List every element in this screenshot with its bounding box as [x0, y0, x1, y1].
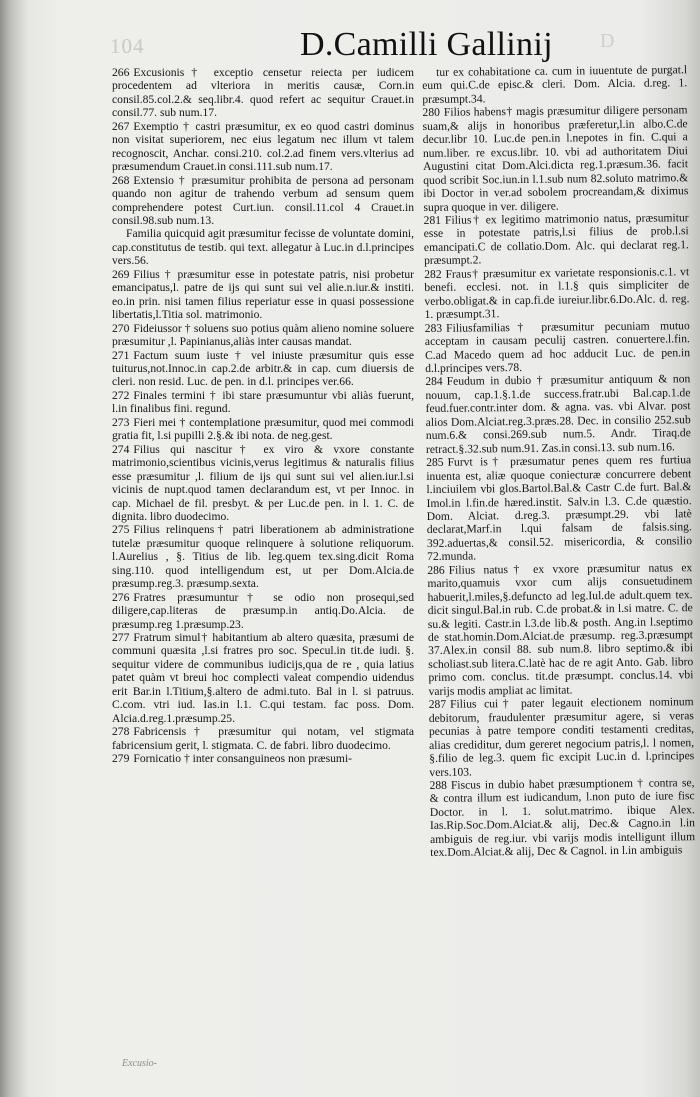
- entry-text: Feudum in dubio † præsumitur antiquum & non nouum, cap.1.§.1.de success.fratr.ubi Bal.cap.1.de feud.fuer.contr.inter dom. & agna. vas. vbi Alvar. post alios Dom.Alciat.reg.3.præs.28. Dec. in consilio 252.sub num.6.& consi.269.sub num.5. Andr. Tiraq.de retract.§.32.sub num.91. Zas.in consi.13. sub num.16.: [425, 372, 691, 456]
- entry-text: Filius † præsumitur esse in potestate patris, nisi probetur emancipatus,l. patre de ijs qui sunt sui vel alie.n.iur.& institi. eo.in prin. nisi tamen filius reperiatur esse in quasi possessione libertatis,l.Titia sol. matrimonio.: [112, 267, 414, 322]
- entry: [424, 211, 690, 268]
- entry: [112, 416, 414, 443]
- entry-text: Filius natus† ex vxore præsumitur natus ex marito,quamuis vxor cum alijs consuetudinem habuerit,l.miles,§.defuncto ad leg.Iul.de adult.quem tex. dicit singul.Bal.in rub. C.de probat.& in l.si matre. C. de su.& legiti. Castr.in l.3.de lib.& posth. Ang.in l.septimo de stat.homin.Dom.Alciat.de præsump. reg.3.præsumpt 37.Alex.in consil 88. sub num.8. libro septimo.& ibi scholiast.sub litera.C.latè hac de re agit Anto. Gab. libro primo com. conclus. tit.de præsumpt. conclus.14. vbi varijs modis ampliat ac limitat.: [427, 560, 694, 698]
- entry-number: 282: [424, 267, 442, 281]
- entry-text: Fideiussor † soluens suo potius quàm alieno nomine soluere præsumitur ,l. Papinianus,aliàs inter causas mandat.: [112, 321, 414, 349]
- entry-text: Filiusfamilias† præsumitur pecuniam mutuo acceptam in causam peculij castren. conuertere.l.fin. C.ad Macedo quem ad hoc adducit Luc. de pen.in d.l.principes vers.78.: [424, 318, 691, 375]
- entry-text: Fiscus in dubio habet præsumptionem † contra se, & contra illum est iudicandum, l.non puto de iure fisc Doctor. in l. 1. solut.matrimo. ibique Alex. Ias.Rip.Soc.Dom.Alciat.& alij, Dec.& Cagno.in l.in ambiguis de reg.iur. vbi varijs modis intelligunt illum tex.Dom.Alciat.& alij, Dec & Cagnol. in l.in ambiguis: [429, 776, 696, 860]
- entry-number: 277: [112, 631, 130, 645]
- show-through-header: D: [600, 30, 615, 52]
- entry-number: 283: [424, 321, 443, 335]
- entry-text: Exemptio † castri præsumitur, ex eo quod castri dominus non visitat superiorem, nec eius legatum nec illum vt talem recognoscit, Anchar. consi.210. col.2.ad finem vers.vlterius ad præsumendum Crauet.in consi.111.sub num.17.: [112, 119, 414, 174]
- entry-text: Filius† ex legitimo matrimonio natus, præsumitur esse in potestate patris,l.si filius de prob.l.si emancipati.C de collatio.Dom. Alc. qui declarat reg.1. præsumpt.2.: [423, 211, 689, 268]
- entry-text: Factum suum iuste † vel iniuste præsumitur quis esse tuiturus,not.Innoc.in cap.2.de arbitr.& in cap. cum diuersis de cleri. non resid. Luc. de pen. in d.l. principes ver.66.: [112, 348, 414, 389]
- entry-number: 278: [112, 725, 130, 739]
- entry-number: 275: [112, 523, 130, 537]
- entry: [112, 120, 414, 174]
- entry: [426, 453, 692, 563]
- entry: [112, 725, 414, 752]
- entry-text: Filius qui nascitur† ex viro & vxore constante matrimonio,scientibus vicinis,verus legitimus & naturalis filius esse præsumitur ,l. filium de ijs qui sunt sui vel alien.iur.l.si vicinis de nupt.quod tamen declarandum est, vt per Innoc. in cap. Michael de fil. presbyt. & per Luc.de pen. in l. 1. C. de dignita. libro duodecimo.: [112, 442, 414, 523]
- entry: [112, 349, 414, 389]
- entry-text: tur ex cohabitatione ca. cum in iuuentute de purgat.l eum qui.C.de episc.& cleri. Dom. Alcia. d.reg. 1. præsumpt.34.: [422, 63, 688, 106]
- entry: [422, 63, 687, 106]
- entry-number: 267: [112, 119, 130, 133]
- entry-text: Filios habens† magis præsumitur diligere personam suam,& alijs in honoribus præferetur,l.in albo.C.de decur.libr 10. Luc.de pen.in l.nepotes in fin. C.qui a num.liber. re excus.libr. 10. vbi ad authoritatem Diui Augustini citat Dom.Alci.dicta reg.1.præsum.36. facit quod scribit Soc.iun.in l.1.sub num 82.soluto matrimo.& ibi Doctor in ver.ad sobolem procreandam,& diximus supra quoque in ver. diligere.: [422, 103, 689, 214]
- entry: [425, 319, 691, 376]
- right-column: [422, 63, 698, 1076]
- entry-number: 281: [423, 213, 442, 227]
- entry-text: Fornicatio † inter consanguineos non præsumi-: [133, 752, 353, 766]
- entry: [112, 66, 414, 120]
- entry-number: 269: [112, 267, 130, 281]
- entry: [429, 695, 695, 778]
- entry-text: Furvt is† præsumatur penes quem res furtiua inuenta est, aliæ quoque coniecturæ concurrere debent l.inciuilem vbi glos.Bartol.Bal.& Castr C.de furt. Bal.& Imol.in l.fin.de hæred.instit. Salv.in l.3. C.de quæstio. Dom. Alciat. d.reg.3. præsumpt.29. vbi latè declarat,Marf.in l.qui falsam de falsis.sing. 392.aduertas,& consil.52. misericordia, & consilio 72.munda.: [426, 453, 693, 564]
- catchword-left: Excusio-: [122, 1058, 157, 1069]
- entry-number: 286: [427, 563, 445, 577]
- entry-number: 274: [112, 442, 130, 456]
- entry-number: 279: [112, 752, 130, 766]
- entry-text: Fratrum simul† habitantium ab altero quæsita, præsumi de communi quæsita ,l.si fratres pro soc. Specul.in tit.de iudi. §. sequitur videre de communibus iudicijs,qua de re , quia latius patet quàm vt breui hoc complecti valeat compendio uidendus erit Bar.in l.Titium,§.altero de admi.tuto. Bal in l. si patruus. C.com. vtri iud. Ias.in l.1. C.qui testam. fac poss. Dom. Alcia.d.reg.1.præsump.25.: [112, 631, 414, 725]
- entry: [112, 322, 414, 349]
- entry: [422, 104, 688, 214]
- entry-text: Fraus† præsumitur ex varietate responsionis.c.1. vt benefi. ecclesi. not. in l.1.§ quis simpliciter de verbo.obligat.& in cap.fi.de iureiur.libr.6.Do.Alc. d. reg. 1. præsumpt.31.: [424, 265, 690, 322]
- entry: [112, 227, 414, 267]
- entry-text: Filius relinquens† patri liberationem ab administratione tutelæ præsumitur quoque relinquere à solutione reliquorum. l.Aurelius , §. Titius de lib. leg.quem tex.sing.dicit Roma sing.110. quod intelligendum est, ut per Dom.Alcia.de præsump.reg.3. præsump.sexta.: [112, 523, 414, 591]
- entry-number: 273: [112, 415, 130, 429]
- running-title: D.Camilli Gallinij: [300, 26, 553, 63]
- show-through-page-number: 104: [110, 34, 145, 58]
- entry-text: Fieri mei † contemplatione præsumitur, quod mei commodi gratia fit, l.si pupilli 2.§.& ibi nota. de neg.gest.: [112, 415, 414, 443]
- entry-number: 270: [112, 321, 130, 335]
- entry: [112, 389, 414, 416]
- entry-text: Fabricensis† præsumitur qui notam, vel stigmata fabricensium gerit, l. stigmata. C. de fabri. libro duodecimo.: [112, 725, 414, 752]
- entry: [427, 561, 693, 698]
- entry: [112, 523, 414, 590]
- entry-number: 285: [426, 455, 444, 470]
- left-column: [112, 66, 414, 1066]
- entry: [112, 591, 414, 631]
- entry-number: 284: [425, 375, 443, 389]
- entry-text: Fratres præsumuntur† se odio non prosequi,sed diligere,cap.literas de præsump.in antiq.Do.Alcia. de præsump.reg 1.præsump.23.: [112, 590, 414, 631]
- entry: [112, 268, 414, 322]
- entry: [112, 752, 414, 765]
- entry: [425, 373, 691, 456]
- entry-number: 276: [112, 590, 130, 604]
- entry-text: Familia quicquid agit præsumitur fecisse de voluntate domini, cap.constitutus de testib. qui text. allegatur à Luc.in d.l.principes vers.56.: [112, 227, 414, 268]
- entry-number: 280: [422, 106, 440, 120]
- entry-text: Finales termini † ibi stare præsumuntur vbi aliàs fuerunt, l.in finalibus fini. regund.: [112, 388, 414, 416]
- entry-number: 268: [112, 173, 130, 187]
- entry: [112, 631, 414, 725]
- entry: [424, 265, 690, 322]
- entry-number: 288: [429, 778, 447, 792]
- entry-text: Filius cui† pater legauit electionem nominum debitorum, fraudulenter præsumitur agere, si veras pecunias à patre tempore conditi testamenti creditas, alias crediditur, dum gereret negocium patris,l. l nomen, §.filio de leg.3. quem fic excipit Luc.in d. l.principes vers.103.: [428, 695, 695, 779]
- entry: [112, 174, 414, 228]
- entry: [112, 443, 414, 524]
- entry-text: Excusionis† exceptio censetur reiecta per iudicem procedentem ad vlteriora in meritis causæ, Corn.in consil.85.col.2.& seq.libr.4. quod refert ac sequitur Crauet.in consil.77. sub num.17.: [112, 66, 414, 120]
- entry-text: Extensio † præsumitur prohibita de persona ad personam quando non agitur de trahendo verbum ad sensum quem comprehendere potest Curt.iun. consil.11.col 4 Crauet.in consil.98.sub num.13.: [112, 173, 414, 227]
- entry-number: 266: [112, 66, 130, 79]
- entry: [429, 776, 695, 859]
- entry-number: 272: [112, 388, 130, 402]
- entry-number: 287: [428, 698, 447, 712]
- entry-number: 271: [112, 348, 130, 362]
